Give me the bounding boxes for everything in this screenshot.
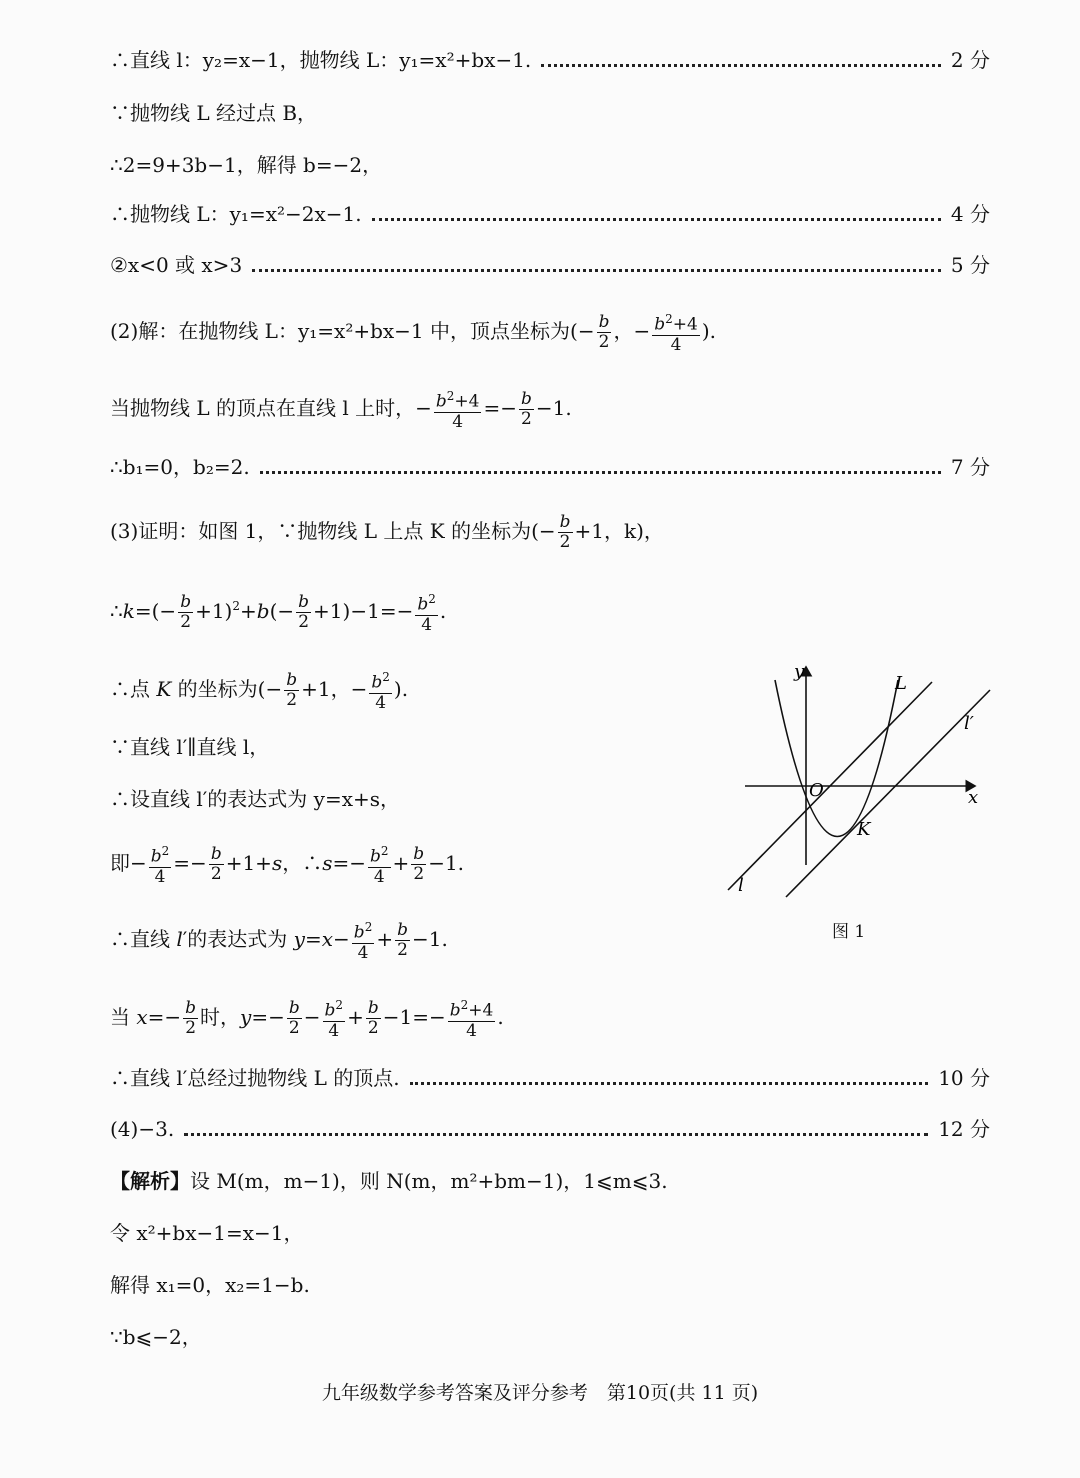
line-text: 设 M(m，m−1)，则 N(m，m²+bm−1)，1⩽m⩽3.	[190, 1169, 668, 1193]
dot-leader	[184, 1133, 928, 1136]
line-text: (4)−3.	[110, 1117, 175, 1141]
label-K: K	[857, 819, 871, 840]
label-x: x	[968, 787, 979, 808]
line-text: ∴抛物线 L：y₁=x²−2x−1.	[110, 202, 362, 226]
fraction: $\frac{b^2}{4}$	[370, 844, 389, 887]
line-13: ∴设直线 l′的表达式为 y=x+s，	[110, 787, 401, 811]
fraction: $\frac{b}{2}$	[367, 997, 379, 1038]
dot-leader	[260, 471, 941, 474]
fraction: $\frac{b^2+4}{4}$	[654, 312, 698, 355]
line-text: (3)证明：如图 1，∵抛物线 L 上点 K 的坐标为(−	[110, 519, 556, 543]
line-16: 当 x=− $\frac{b}{2}$ 时，y=− $\frac{b}{2}$ − $\frac{b^2}{4}$ + $\frac{b}{2}$ −1=− $\frac{b^2+4}{4}$ .	[110, 997, 504, 1041]
score: 7 分	[950, 455, 990, 479]
figure-1	[720, 655, 1000, 905]
label-l-prime: l′	[964, 713, 974, 734]
line-15: ∴直线 l′的表达式为 y=x− $\frac{b^2}{4}$ + $\frac{b}{2}$ −1.	[110, 919, 448, 963]
fraction: $\frac{b}{2}$	[559, 512, 571, 552]
fraction: $\frac{b^2}{4}$	[150, 844, 170, 887]
line-21: 解得 x₁=0，x₂=1−b.	[110, 1273, 310, 1297]
fraction: $\frac{b}{2}$	[185, 997, 197, 1038]
line-17	[110, 1066, 990, 1091]
analysis-tag: 【解析】	[110, 1169, 190, 1193]
line-1	[110, 48, 990, 73]
fraction: $\frac{b^2}{4}$	[324, 998, 344, 1041]
fraction: $\frac{b}{2}$	[286, 669, 298, 710]
dot-leader	[541, 64, 941, 67]
line-text: +1，k)，	[574, 519, 664, 543]
score: 4 分	[950, 202, 990, 226]
line-14: 即− $\frac{b^2}{4}$ =− $\frac{b}{2}$ +1+s，∴s=− $\frac{b^2}{4}$ + $\frac{b}{2}$ −1.	[110, 843, 465, 887]
dot-leader	[410, 1082, 929, 1085]
score: 2 分	[950, 48, 990, 72]
fraction: $\frac{b}{2}$	[520, 388, 532, 429]
fraction: $\frac{b}{2}$	[413, 843, 425, 884]
line-text: ∴直线 l′总经过抛物线 L 的顶点.	[110, 1066, 400, 1090]
line-text: ②x<0 或 x>3	[110, 253, 243, 277]
line-4	[110, 202, 990, 227]
fraction: $\frac{b}{2}$	[180, 591, 192, 632]
line-6: (2)解：在抛物线 L：y₁=x²+bx−1 中，顶点坐标为(− $\frac{b}{2}$ ，− $\frac{b^2+4}{4}$ ).	[110, 311, 717, 355]
fraction: $\frac{b^2}{4}$	[353, 920, 373, 963]
dot-leader	[372, 218, 941, 221]
line-11: ∴点 K 的坐标为(− $\frac{b}{2}$ +1，− $\frac{b^2}{4}$ ).	[110, 669, 409, 713]
fraction: $\frac{b^2+4}{4}$	[435, 389, 480, 432]
line-text: ∴直线 l：y₂=x−1，抛物线 L：y₁=x²+bx−1.	[110, 48, 532, 72]
fraction: $\frac{b}{2}$	[397, 919, 408, 960]
fraction: $\frac{b^2}{4}$	[417, 592, 436, 635]
parabola-L	[775, 680, 898, 837]
label-l: l	[738, 875, 744, 896]
line-10: ∴k=(− $\frac{b}{2}$ +1)$^2$+b(− $\frac{b}{2}$ +1)−1=− $\frac{b^2}{4}$ .	[110, 591, 447, 635]
line-7: 当抛物线 L 的顶点在直线 l 上时，− $\frac{b^2+4}{4}$ =− $\frac{b}{2}$ −1.	[110, 388, 572, 432]
line-9	[110, 513, 990, 552]
fraction: $\frac{b}{2}$	[288, 997, 300, 1038]
fraction: $\frac{b^2}{4}$	[371, 670, 390, 713]
label-L: L	[895, 673, 907, 694]
score: 12 分	[938, 1117, 990, 1141]
line-text: ∴b₁=0，b₂=2.	[110, 455, 250, 479]
fraction: $\frac{b}{2}$	[598, 311, 610, 352]
dot-leader	[252, 269, 941, 272]
label-origin: O	[809, 780, 824, 801]
line-8	[110, 455, 990, 480]
line-19	[110, 1169, 990, 1193]
score: 5 分	[950, 253, 990, 277]
line-18	[110, 1117, 990, 1142]
line-text: (2)解：在抛物线 L：y₁=x²+bx−1 中，顶点坐标为(−	[110, 318, 595, 343]
line-20: 令 x²+bx−1=x−1，	[110, 1221, 304, 1245]
score: 10 分	[938, 1066, 990, 1090]
label-y: y	[794, 661, 805, 682]
fraction: $\frac{b}{2}$	[210, 843, 222, 884]
line-12: ∵直线 l′∥直线 l，	[110, 735, 270, 759]
fraction: $\frac{b}{2}$	[298, 591, 310, 632]
line-3: ∴2=9+3b−1，解得 b=−2，	[110, 153, 383, 177]
fraction: $\frac{b^2+4}{4}$	[449, 998, 494, 1041]
line-text: 当抛物线 L 的顶点在直线 l 上时，−	[110, 395, 432, 420]
line-22: ∵b⩽−2，	[110, 1325, 202, 1349]
page-footer: 九年级数学参考答案及评分参考 第10页(共 11 页)	[321, 1382, 759, 1404]
line-5	[110, 253, 990, 278]
figure-caption: 图 1	[832, 922, 866, 942]
line-2: ∵抛物线 L 经过点 B，	[110, 101, 318, 125]
